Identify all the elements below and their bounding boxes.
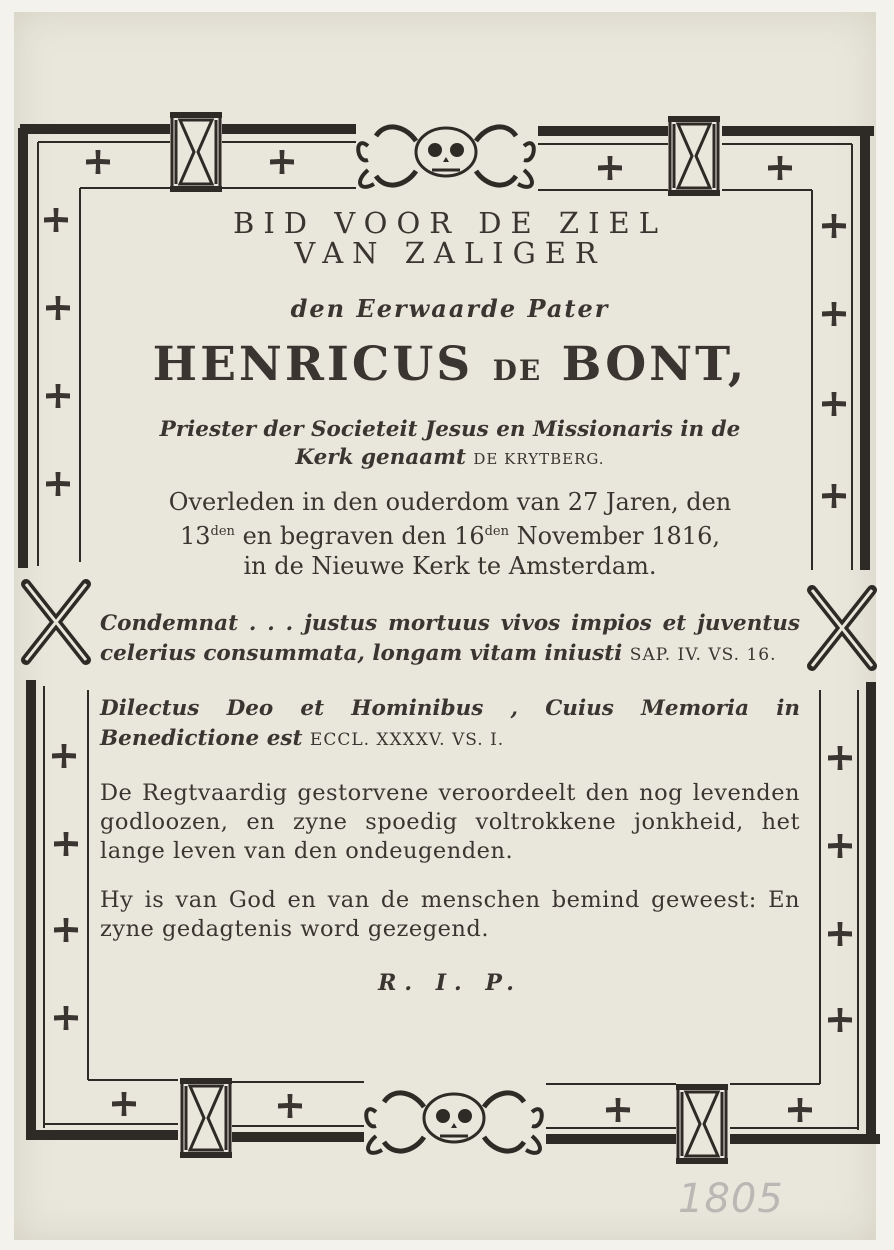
latin-verse-2-ref: ECCL. XXXXV. VS. I. (309, 730, 505, 750)
church-name: DE KRYTBERG. (473, 450, 605, 468)
death-details (100, 487, 800, 581)
latin-verse-2-text: Dilectus Deo et Hominibus , Cuius Memoria in Benedictione est (100, 696, 800, 751)
death-line-3: in de Nieuwe Kerk te Amsterdam. (243, 552, 657, 580)
priest-line-1: Priester der Societeit Jesus en Missionaris in de (159, 417, 741, 442)
dutch-verse-1: De Regtvaardig gestorvene veroordeelt den nog levenden godloozen, en zyne spoedig voltrokkene jonkheid, het lange leven van den ondeugenden. (100, 780, 800, 864)
latin-verse-1-ref: SAP. IV. VS. 16. (629, 645, 777, 665)
death-line-1: Overleden in den ouderdom van 27 Jaren, den (168, 488, 732, 516)
name-last: BONT, (561, 337, 748, 392)
dutch-verse-2: Hy is van God en van de menschen bemind geweest: En zyne gedagtenis word gezegend. (100, 887, 800, 942)
name-first: HENRICUS (152, 337, 474, 392)
death-line-2 (100, 517, 800, 551)
heading-line-1: BID VOOR DE ZIEL (233, 206, 667, 240)
burial-month-year: November 1816, (509, 522, 720, 550)
deceased-name (100, 337, 800, 392)
priest-line-2-italic: Kerk genaamt (295, 445, 466, 470)
pencil-annotation: 1805 (678, 1176, 784, 1222)
name-particle: DE (492, 354, 543, 387)
priest-line-2 (100, 444, 800, 473)
title-prefix: den Eerwaarde Pater (290, 294, 610, 323)
heading-line-2: VAN ZALIGER (294, 236, 606, 270)
death-date: 13 (180, 522, 211, 550)
priest-description (100, 416, 800, 473)
memorial-text (100, 208, 800, 996)
latin-verse-2 (100, 694, 800, 755)
burial-date-suffix: den (484, 524, 509, 539)
rip-inscription: R. I. P. (378, 970, 522, 996)
latin-verse-1 (100, 609, 800, 670)
death-date-suffix: den (210, 524, 235, 539)
burial-text: en begraven den 16 (234, 522, 485, 550)
latin-verse-1-text: Condemnat . . . justus mortuus vivos impios et juventus celerius consummata, longam vitam iniusti (100, 611, 800, 666)
